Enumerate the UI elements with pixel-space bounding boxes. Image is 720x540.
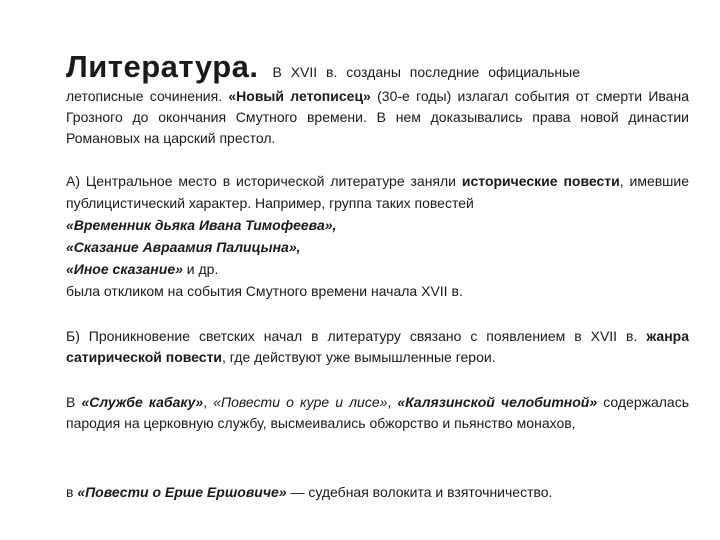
intro-lead: В XVII в. созданы последние официальные bbox=[272, 64, 581, 80]
section-a bbox=[66, 170, 689, 302]
work-kalyazinskaya: «Калязинской челобитной» bbox=[397, 394, 598, 410]
work-ersh-ershovich: «Повести о Ерше Ершовиче» bbox=[77, 484, 287, 500]
section-b-text: Б) Проникновение светских начал в литературу связано с появлением в XVII в. bbox=[66, 328, 647, 344]
section-a-closing: была откликом на события Смутного времени начала XVII в. bbox=[66, 283, 463, 299]
section-b bbox=[66, 326, 689, 368]
section-c bbox=[66, 392, 689, 434]
separator: , bbox=[387, 394, 398, 410]
work-povest-o-kure: «Повести о куре и лисе» bbox=[213, 394, 388, 410]
section-b-text-rest: , где действуют уже вымышленные герои. bbox=[222, 349, 496, 365]
separator: , bbox=[203, 394, 214, 410]
section-a-term: исторические повести bbox=[461, 173, 620, 189]
work-vremennik: «Временник дьяка Ивана Тимофеева», bbox=[66, 217, 337, 233]
section-d bbox=[66, 482, 689, 503]
intro-body bbox=[66, 86, 689, 149]
chronicle-title: «Новый летописец» bbox=[228, 88, 371, 104]
intro-text-rest: (30-е годы) излагал события от смерти Ивана Грозного до окончания Смутного времени. В нем доказывались права новой династии Романовых на царский престол. bbox=[66, 88, 689, 146]
work-skazanie: «Сказание Авраамия Палицына», bbox=[66, 239, 301, 255]
intro-paragraph bbox=[66, 48, 689, 149]
slide-title: Литература. bbox=[66, 49, 259, 84]
section-c-text: содержалась пародия на церковную службу, высмеивались обжорство и пьянство монахов, bbox=[66, 394, 690, 431]
section-a-text: А) Центральное место в исторической литературе заняли bbox=[66, 173, 462, 189]
work-etc: и др. bbox=[182, 261, 219, 277]
section-b-term: жанра сатирической повести bbox=[66, 328, 689, 365]
intro-text: летописные сочинения. bbox=[66, 88, 229, 104]
section-d-text: — судебная волокита и взяточничество. bbox=[286, 484, 553, 500]
section-a-text-rest: , имевшие публицистический характер. Например, группа таких повестей bbox=[66, 173, 690, 211]
work-sluzhba-kabaku: «Службе кабаку» bbox=[81, 394, 204, 410]
section-c-prefix: В bbox=[66, 394, 82, 410]
work-inoe-skazanie: «Иное сказание» bbox=[66, 261, 183, 277]
section-d-prefix: в bbox=[66, 484, 78, 500]
